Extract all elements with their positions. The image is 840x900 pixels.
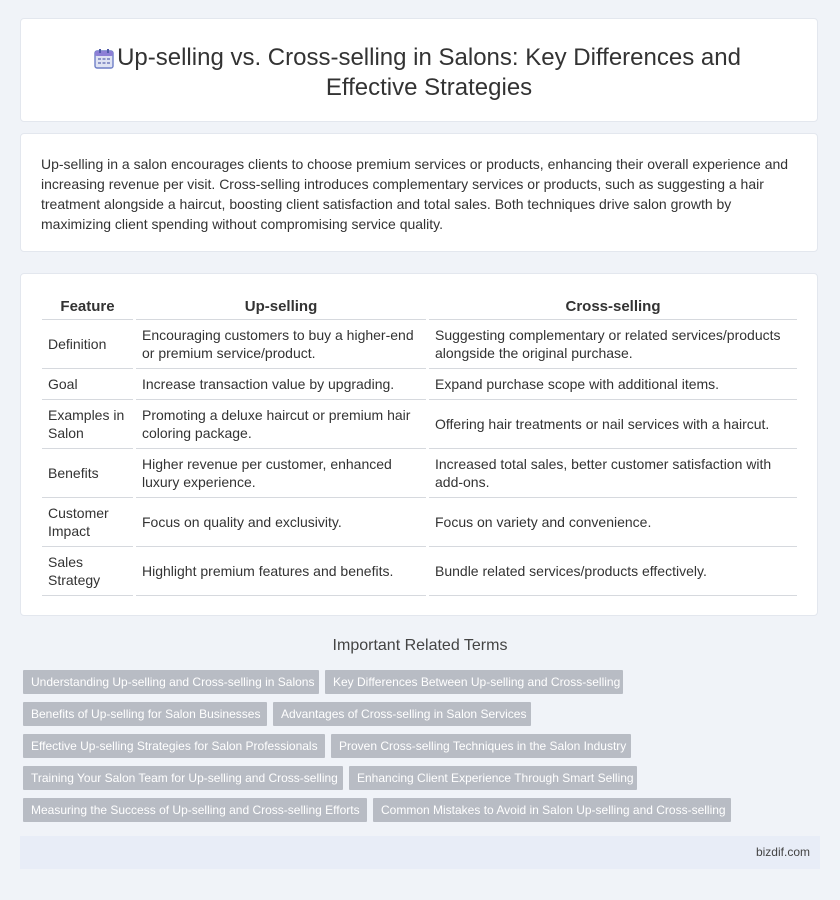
row-cross-selling: Bundle related services/products effectively. <box>428 547 798 596</box>
table-row <box>42 449 797 498</box>
row-cross-selling: Expand purchase scope with additional items. <box>428 369 798 400</box>
row-up-selling: Higher revenue per customer, enhanced luxury experience. <box>135 449 428 498</box>
row-up-selling: Increase transaction value by upgrading. <box>135 369 428 400</box>
row-feature: Goal <box>42 369 135 400</box>
related-term-tag[interactable]: Measuring the Success of Up-selling and Cross-selling Efforts <box>23 798 367 822</box>
comparison-table <box>42 294 797 596</box>
row-feature: Sales Strategy <box>42 547 135 596</box>
related-term-tag[interactable]: Understanding Up-selling and Cross-selling in Salons <box>23 670 319 694</box>
header-up-selling: Up-selling <box>135 294 428 320</box>
footer-site-link[interactable]: bizdif.com <box>755 845 810 859</box>
header-cross-selling: Cross-selling <box>428 294 798 320</box>
table-header-row <box>42 294 797 320</box>
row-up-selling: Promoting a deluxe haircut or premium hair coloring package. <box>135 400 428 449</box>
table-row <box>42 369 797 400</box>
intro-paragraph: Up-selling in a salon encourages clients to choose premium services or products, enhancing their overall experience and increasing revenue per visit. Cross-selling introduces complementary services or products, such as suggesting a hair treatment alongside a haircut, boosting client satisfaction and total sales. Both techniques drive salon growth by maximizing client spending without compromising service quality. <box>41 156 789 232</box>
related-term-tag[interactable]: Training Your Salon Team for Up-selling and Cross-selling <box>23 766 343 790</box>
row-cross-selling: Focus on variety and convenience. <box>428 498 798 547</box>
related-term-tag[interactable]: Proven Cross-selling Techniques in the Salon Industry <box>331 734 631 758</box>
row-cross-selling: Offering hair treatments or nail services with a haircut. <box>428 400 798 449</box>
table-row <box>42 547 797 596</box>
header-feature: Feature <box>42 294 135 320</box>
row-feature: Definition <box>42 320 135 369</box>
row-cross-selling: Increased total sales, better customer satisfaction with add-ons. <box>428 449 798 498</box>
row-up-selling: Focus on quality and exclusivity. <box>135 498 428 547</box>
related-term-tag[interactable]: Benefits of Up-selling for Salon Businesses <box>23 702 267 726</box>
title-card <box>20 18 818 122</box>
related-term-tag[interactable]: Common Mistakes to Avoid in Salon Up-selling and Cross-selling <box>373 798 731 822</box>
related-term-tag[interactable]: Key Differences Between Up-selling and Cross-selling <box>325 670 623 694</box>
intro-card <box>20 133 818 252</box>
related-term-tag[interactable]: Effective Up-selling Strategies for Salon Professionals <box>23 734 325 758</box>
table-row <box>42 498 797 547</box>
related-term-tag[interactable]: Advantages of Cross-selling in Salon Services <box>273 702 531 726</box>
footer <box>20 836 820 869</box>
table-row <box>42 320 797 369</box>
related-term-tag[interactable]: Enhancing Client Experience Through Smart Selling <box>349 766 637 790</box>
row-up-selling: Encouraging customers to buy a higher-end or premium service/product. <box>135 320 428 369</box>
row-feature: Benefits <box>42 449 135 498</box>
related-terms-heading: Important Related Terms <box>332 637 508 654</box>
row-feature: Customer Impact <box>42 498 135 547</box>
table-row <box>42 400 797 449</box>
comparison-card <box>20 273 818 616</box>
row-up-selling: Highlight premium features and benefits. <box>135 547 428 596</box>
page-title: Up-selling vs. Cross-selling in Salons: Key Differences and Effective Strategies <box>117 44 741 101</box>
row-cross-selling: Suggesting complementary or related services/products alongside the original purchase. <box>428 320 798 369</box>
row-feature: Examples in Salon <box>42 400 135 449</box>
